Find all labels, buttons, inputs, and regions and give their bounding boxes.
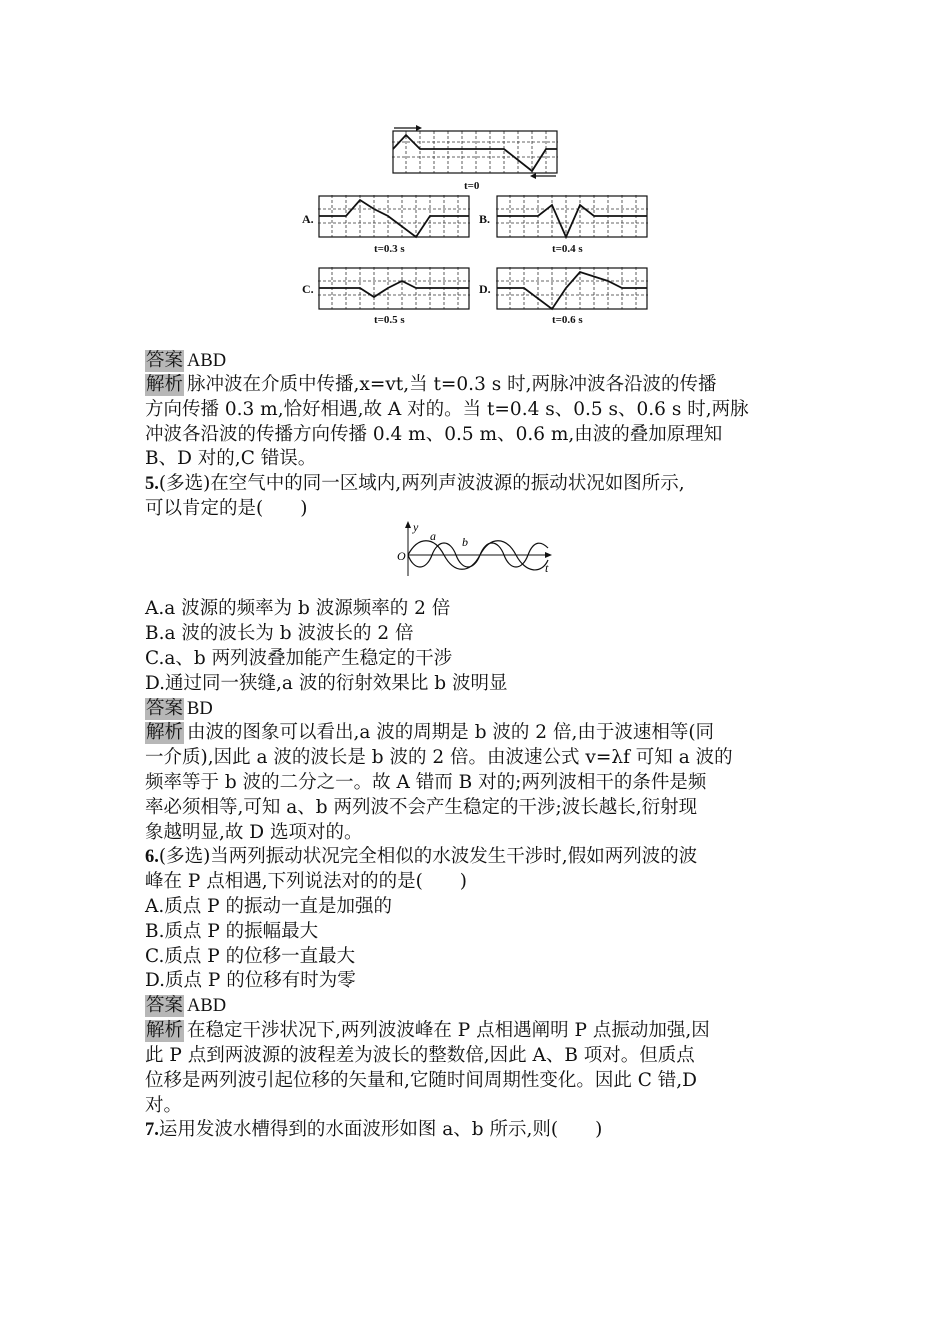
explanation-tag: 解析 (146, 374, 184, 395)
caption-c: t=0.5 s (374, 314, 405, 326)
q6-explanation-line: 对。 (145, 1095, 183, 1116)
q5-explanation-line: 频率等于 b 波的二分之一。故 A 错而 B 对的;两列波相干的条件是频 (145, 772, 707, 793)
question-number: 7. (145, 1120, 159, 1140)
caption-d: t=0.6 s (552, 314, 583, 326)
wave-b-label: b (462, 535, 468, 549)
caption-b: t=0.4 s (552, 243, 583, 255)
answer-tag: 答案 (146, 995, 184, 1016)
q5-option-a: A.a 波源的频率为 b 波源频率的 2 倍 (145, 598, 451, 619)
answer-text: ABD (187, 351, 227, 371)
q5-explanation-line: 解析 由波的图象可以看出,a 波的周期是 b 波的 2 倍,由于波速相等(同 (146, 722, 715, 743)
answer-text: BD (187, 699, 213, 719)
q6-stem: 峰在 P 点相遇,下列说法对的的是( ) (145, 871, 468, 892)
origin-label: O (397, 549, 406, 563)
label-option-a: A. (302, 212, 314, 226)
q6-option-d: D.质点 P 的位移有时为零 (145, 970, 356, 991)
q6-option-b: B.质点 P 的振幅最大 (145, 921, 319, 942)
question-number: 5. (145, 474, 159, 494)
q5-stem: 5.(多选)在空气中的同一区域内,两列声波波源的振动状况如图所示, (145, 473, 685, 494)
q5-explanation-line: 率必须相等,可知 a、b 两列波不会产生稳定的干涉;波长越长,衍射现 (145, 797, 698, 818)
q5-option-d: D.通过同一狭缝,a 波的衍射效果比 b 波明显 (145, 673, 508, 694)
pulse-figure-d (496, 267, 648, 311)
q4-explanation-line: 冲波各沿波的传播方向传播 0.4 m、0.5 m、0.6 m,由波的叠加原理知 (145, 424, 723, 445)
q4-explanation-line: 解析 脉冲波在介质中传播,x=vt,当 t=0.3 s 时,两脉冲波各沿波的传播 (146, 374, 717, 395)
q6-stem: 6.(多选)当两列振动状况完全相似的水波发生干涉时,假如两列波的波 (145, 846, 698, 867)
pulse-figure-t0 (392, 125, 558, 180)
question-number: 6. (145, 847, 159, 867)
t-axis-label: t (545, 561, 549, 575)
q6-option-a: A.质点 P 的振动一直是加强的 (145, 896, 392, 917)
answer-tag: 答案 (146, 698, 184, 719)
caption-a: t=0.3 s (374, 243, 405, 255)
q6-answer (145, 994, 810, 1018)
label-option-d: D. (479, 282, 491, 296)
q6-explanation-line: 位移是两列波引起位移的矢量和,它随时间周期性变化。因此 C 错,D (145, 1070, 698, 1091)
explanation-tag: 解析 (146, 1020, 184, 1041)
pulse-figure-b (496, 195, 648, 239)
q5-stem: 可以肯定的是( ) (145, 498, 308, 519)
caption-t0: t=0 (464, 180, 480, 192)
y-axis-label: y (413, 520, 419, 534)
pulse-figure-c (318, 267, 470, 311)
pulse-figure-a (318, 195, 470, 239)
q6-explanation-line: 解析 在稳定干涉状况下,两列波波峰在 P 点相遇阐明 P 点振动加强,因 (146, 1020, 710, 1041)
label-option-c: C. (302, 282, 314, 296)
wave-a-label: a (430, 529, 436, 543)
q5-explanation-line: 象越明显,故 D 选项对的。 (145, 822, 363, 843)
answer-tag: 答案 (146, 350, 184, 371)
q4-explanation-line: 方向传播 0.3 m,恰好相遇,故 A 对的。当 t=0.4 s、0.5 s、0.6 s 时,两脉 (145, 399, 749, 420)
explanation-tag: 解析 (146, 722, 184, 743)
label-option-b: B. (479, 212, 491, 226)
q5-option-c: C.a、b 两列波叠加能产生稳定的干涉 (145, 648, 453, 669)
q4-explanation-line: B、D 对的,C 错误。 (145, 448, 317, 469)
q6-option-c: C.质点 P 的位移一直最大 (145, 946, 356, 967)
sound-wave-figure (392, 520, 557, 580)
q5-explanation-line: 一介质),因此 a 波的波长是 b 波的 2 倍。由波速公式 v=λf 可知 a 波的 (145, 747, 733, 768)
q4-answer (145, 349, 810, 373)
q7-stem: 7.运用发波水槽得到的水面波形如图 a、b 所示,则( ) (145, 1119, 603, 1140)
answer-text: ABD (187, 996, 227, 1016)
q6-explanation-line: 此 P 点到两波源的波程差为波长的整数倍,因此 A、B 项对。但质点 (145, 1045, 695, 1066)
q5-answer (145, 697, 810, 721)
q5-option-b: B.a 波的波长为 b 波波长的 2 倍 (145, 623, 414, 644)
